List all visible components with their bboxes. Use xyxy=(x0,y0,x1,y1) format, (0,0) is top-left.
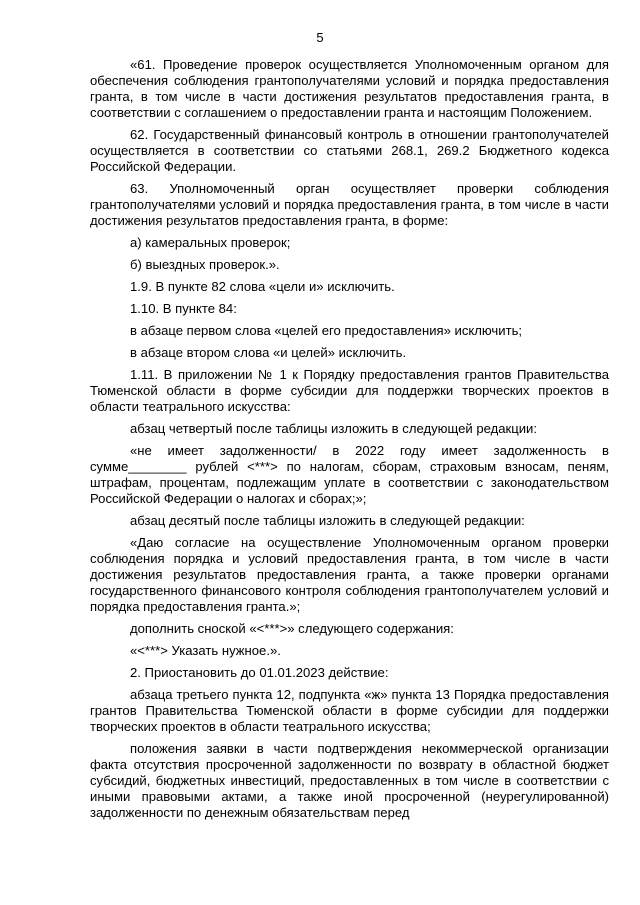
paragraph-suspend-2: положения заявки в части подтверждения некоммерческой организации факта отсутствия просроченной задолженности по возврату в областной бюджет субсидий, бюджетных инвестиций, предоставленных в том числе в соответствии с иными правовыми актами, а также иной просроченной (неурегулированной) задолженности по денежным обязательствам перед xyxy=(90,741,609,820)
document-body xyxy=(90,57,609,827)
paragraph-footnote-text: «<***> Указать нужное.». xyxy=(130,643,281,658)
paragraph-consent-text: «Даю согласие на осуществление Уполномоченным органом проверки соблюдения порядка и условий предоставления гранта, в том числе в части достижения результатов предоставления гранта, а также проверки органами государственного финансового контроля соблюдения грантополучателем условий и порядка предоставления гранта.»; xyxy=(90,535,609,614)
paragraph-62: 62. Государственный финансовый контроль в отношении грантополучателей осуществляется в соответствии со статьями 268.1, 269.2 Бюджетного кодекса Российской Федерации. xyxy=(90,127,609,174)
paragraph-abzac-10: абзац десятый после таблицы изложить в следующей редакции: xyxy=(130,513,525,528)
list-item-a: а) камеральных проверок; xyxy=(130,235,291,250)
paragraph-abzac-4: абзац четвертый после таблицы изложить в следующей редакции: xyxy=(130,421,538,436)
paragraph-1-9: 1.9. В пункте 82 слова «цели и» исключить. xyxy=(130,279,395,294)
paragraph-1-10: 1.10. В пункте 84: xyxy=(130,301,237,316)
paragraph-61: «61. Проведение проверок осуществляется Уполномоченным органом для обеспечения соблюдения грантополучателями условий и порядка предоставления гранта, в том числе в части достижения результатов предоставления гранта, в соответствии с соглашением о предоставлении гранта и настоящим Положением. xyxy=(90,57,609,120)
paragraph-63: 63. Уполномоченный орган осуществляет проверки соблюдения грантополучателями условий и порядка предоставления гранта, в том числе в части достижения результатов предоставления гранта, в форме: xyxy=(90,181,609,228)
list-item-b: б) выездных проверок.». xyxy=(130,257,280,272)
paragraph-second-abzac: в абзаце втором слова «и целей» исключить. xyxy=(130,345,407,360)
paragraph-suspend-1: абзаца третьего пункта 12, подпункта «ж» пункта 13 Порядка предоставления грантов Правительства Тюменской области в форме субсидии для поддержки творческих проектов в области театрального искусства; xyxy=(90,687,609,734)
page-number: 5 xyxy=(316,30,324,45)
paragraph-debt-text: «не имеет задолженности/ в 2022 году имеет задолженность в сумме________ рублей <***> по налогам, сборам, страховым взносам, пеням, штрафам, процентам, подлежащим уплате в соответствии с законодательством Российской Федерации о налогах и сборах;»; xyxy=(90,443,609,506)
paragraph-1-11: 1.11. В приложении № 1 к Порядку предоставления грантов Правительства Тюменской области в форме субсидии для поддержки творческих проектов в области театрального искусства: xyxy=(90,367,609,414)
paragraph-2: 2. Приостановить до 01.01.2023 действие: xyxy=(130,665,389,680)
paragraph-footnote-add: дополнить сноской «<***>» следующего содержания: xyxy=(130,621,454,636)
paragraph-first-abzac: в абзаце первом слова «целей его предоставления» исключить; xyxy=(130,323,523,338)
